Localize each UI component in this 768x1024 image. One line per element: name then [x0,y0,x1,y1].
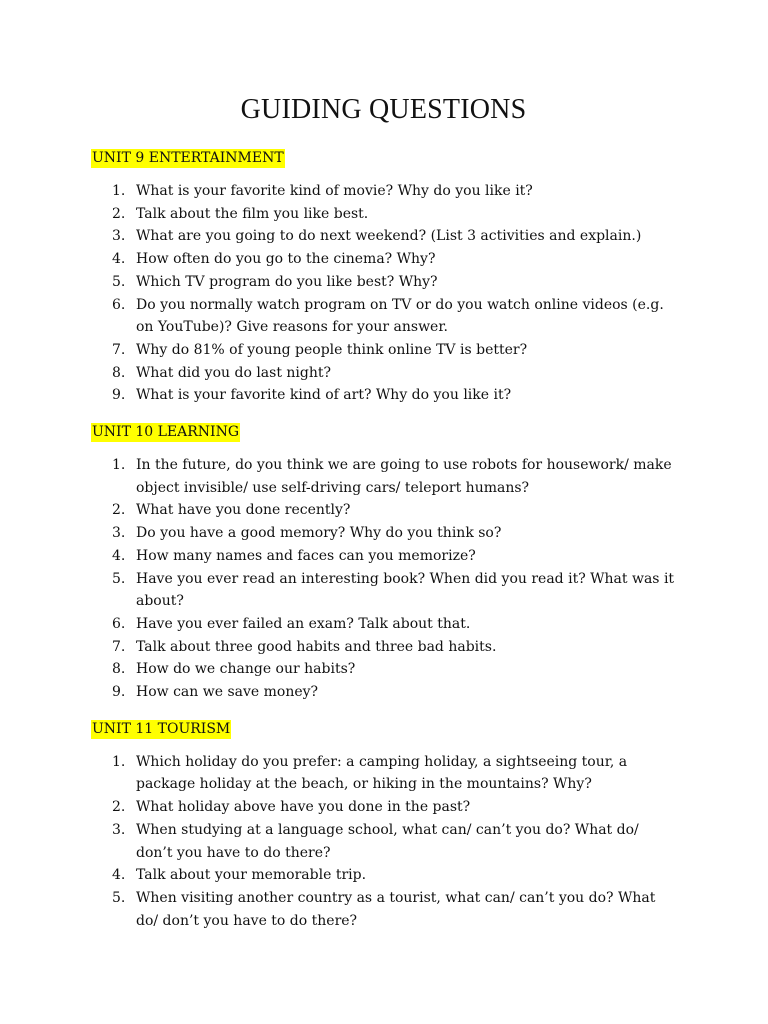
list-item: 4. How many names and faces can you memorize? [112,547,476,564]
list-item: 5. Which TV program do you like best? Why? [112,273,438,290]
list-item: 5. When visiting another country as a tourist, what can/ can’t you do? What do/ don’t you have to do there? [112,889,656,929]
list-item: 4. Talk about your memorable trip. [112,867,367,884]
unit-section-9 [91,147,676,407]
list-item: 3. When studying at a language school, what can/ can’t you do? What do/ don’t you have to do there? [112,821,639,861]
list-item: 8. How do we change our habits? [112,661,356,678]
list-item: 4. How often do you go to the cinema? Why? [112,251,436,268]
page-title: GUIDING QUESTIONS [240,94,527,125]
list-item: 9. How can we save money? [112,684,319,701]
list-item: 9. What is your favorite kind of art? Why do you like it? [112,387,512,404]
list-item: 7. Talk about three good habits and three bad habits. [112,638,497,655]
list-item: 1. Which holiday do you prefer: a camping holiday, a sightseeing tour, a package holiday at the beach, or hiking in the mountains? Why? [112,753,628,793]
list-item: 2. What holiday above have you done in the past? [112,799,471,816]
unit-heading: UNIT 11 TOURISM [92,720,231,737]
list-item: 1. In the future, do you think we are going to use robots for housework/ make object invisible/ use self-driving cars/ teleport humans? [112,457,672,496]
list-item: 5. Have you ever read an interesting book? When did you read it? What was it about? [112,570,675,610]
list-item: 2. What have you done recently? [112,502,351,519]
list-item: 2. Talk about the film you like best. [112,205,369,222]
question-list [91,454,676,704]
list-item: 3. What are you going to do next weekend? (List 3 activities and explain.) [112,228,642,245]
unit-section-10 [91,421,676,704]
list-item: 6. Do you normally watch program on TV or do you watch online videos (e.g. on YouTube)? Give reasons for your answer. [112,296,664,336]
unit-heading: UNIT 9 ENTERTAINMENT [92,150,284,166]
unit-section-11 [91,718,676,933]
list-item: 1. What is your favorite kind of movie? Why do you like it? [112,183,533,199]
list-item: 3. Do you have a good memory? Why do you think so? [112,525,502,542]
question-list [91,751,676,933]
question-list [91,180,676,407]
list-item: 6. Have you ever failed an exam? Talk about that. [112,615,471,632]
list-item: 8. What did you do last night? [112,364,332,381]
list-item: 7. Why do 81% of young people think online TV is better? [112,341,528,358]
unit-heading: UNIT 10 LEARNING [92,424,240,441]
